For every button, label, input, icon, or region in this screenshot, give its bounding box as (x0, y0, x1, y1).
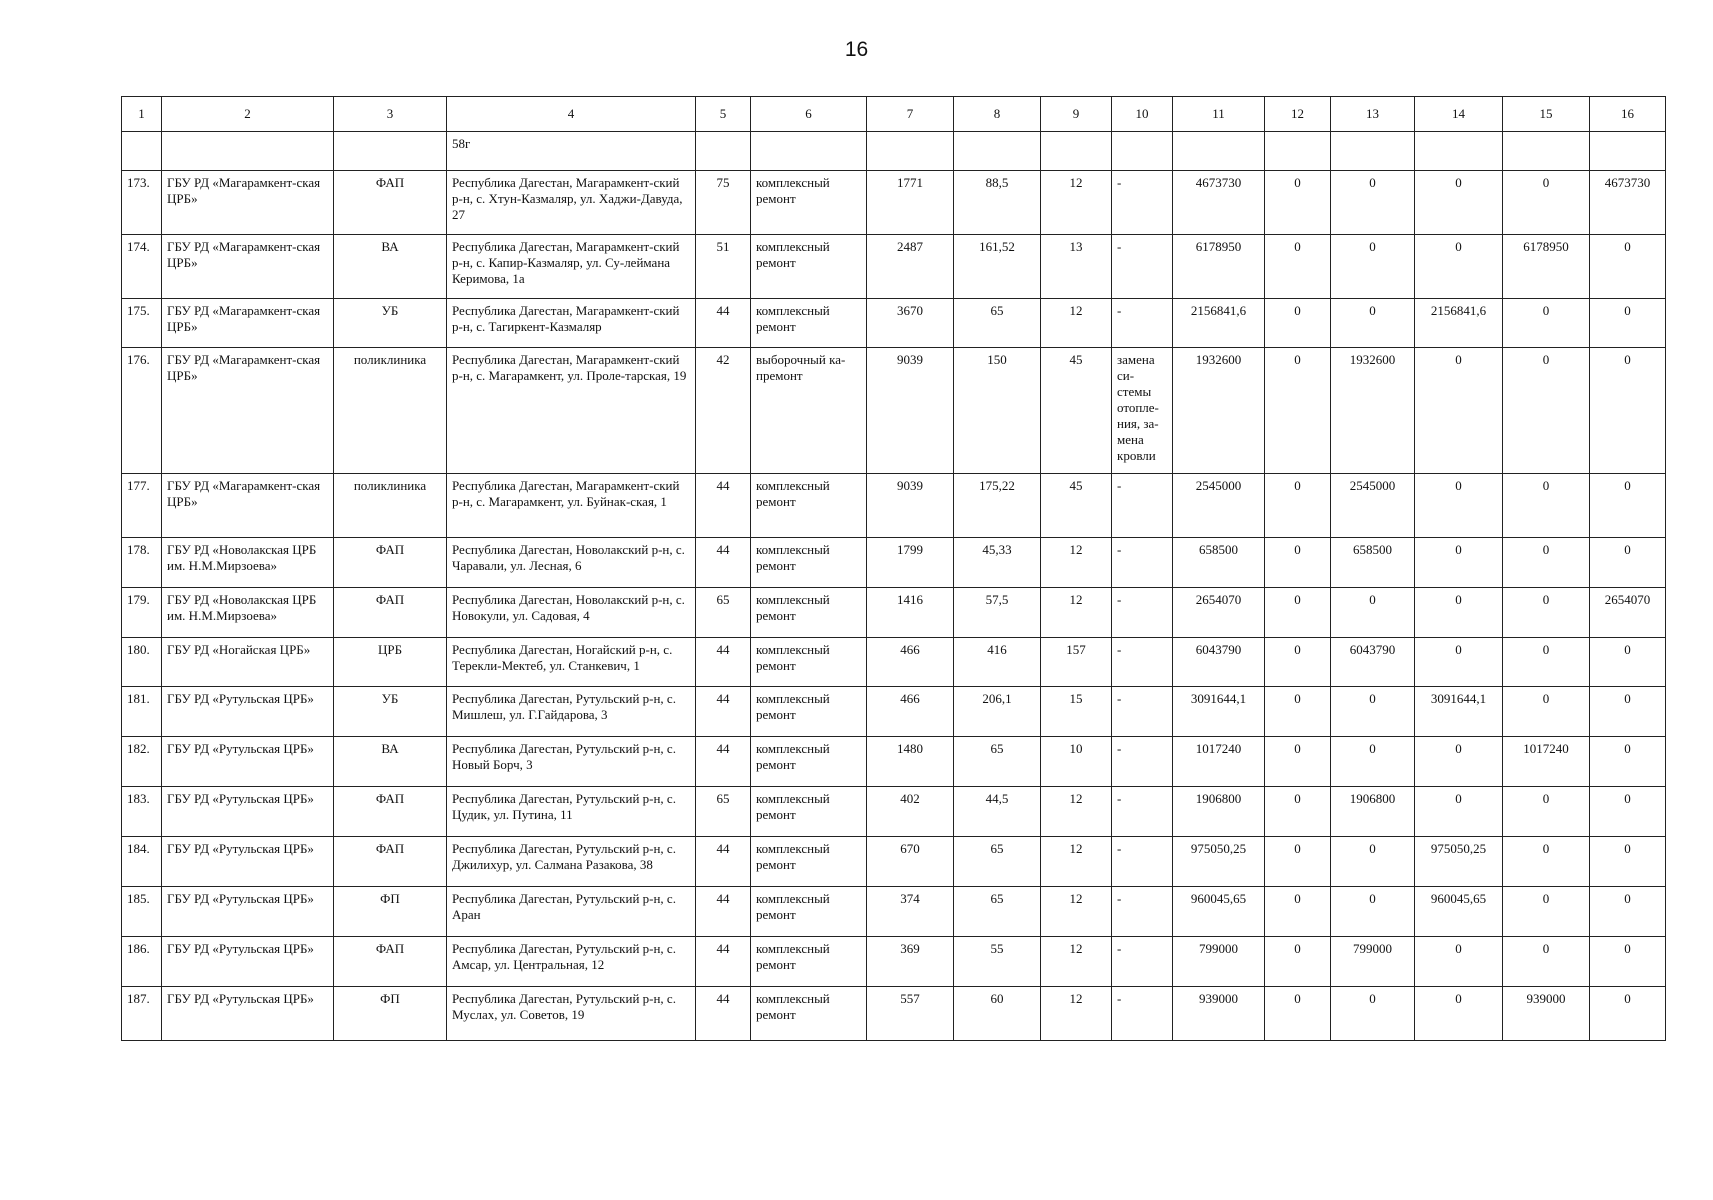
cell-cell: 12 (1041, 538, 1112, 588)
cell-cell: 0 (1265, 737, 1331, 787)
cell-cell: 0 (1265, 837, 1331, 887)
table-row (122, 348, 1666, 474)
note-cell: - (1112, 887, 1173, 937)
work-type-cell: комплексный ремонт (751, 937, 867, 987)
organization-cell (162, 132, 334, 171)
note-cell: - (1112, 299, 1173, 348)
facility-type-cell: ФАП (334, 787, 447, 837)
cell-cell: 0 (1415, 538, 1503, 588)
row-number-cell: 179. (122, 588, 162, 638)
cell-cell: 44 (696, 987, 751, 1041)
row-number-cell: 175. (122, 299, 162, 348)
cell-cell: 0 (1265, 787, 1331, 837)
address-cell: Республика Дагестан, Магарамкент-ский р-н, с. Магарамкент, ул. Буйнак-ская, 1 (447, 474, 696, 538)
cell-cell: 0 (1503, 887, 1590, 937)
note-cell: - (1112, 837, 1173, 887)
cell-cell: 45 (1041, 348, 1112, 474)
cell-cell: 0 (1265, 171, 1331, 235)
cell-cell: 0 (1503, 538, 1590, 588)
column-header: 15 (1503, 97, 1590, 132)
column-header: 14 (1415, 97, 1503, 132)
cell-cell: 0 (1265, 887, 1331, 937)
cell-cell: 0 (1415, 638, 1503, 687)
row-number-cell: 178. (122, 538, 162, 588)
cell-cell: 0 (1590, 937, 1666, 987)
cell-cell: 0 (1590, 987, 1666, 1041)
table-row (122, 538, 1666, 588)
cell-cell: 44 (696, 687, 751, 737)
work-type-cell: комплексный ремонт (751, 235, 867, 299)
organization-cell: ГБУ РД «Магарамкент-ская ЦРБ» (162, 171, 334, 235)
cell-cell: 0 (1503, 299, 1590, 348)
cell-cell: 13 (1041, 235, 1112, 299)
cell-cell: 0 (1503, 588, 1590, 638)
column-header: 3 (334, 97, 447, 132)
total-cost-cell: 1906800 (1173, 787, 1265, 837)
note-cell: замена си-стемы отопле-ния, за-мена кровли (1112, 348, 1173, 474)
cell-cell: 0 (1503, 937, 1590, 987)
total-cost-cell: 4673730 (1173, 171, 1265, 235)
cell-cell (1590, 132, 1666, 171)
column-header: 6 (751, 97, 867, 132)
column-header: 12 (1265, 97, 1331, 132)
cell-cell: 6178950 (1503, 235, 1590, 299)
cell-cell: 416 (954, 638, 1041, 687)
cell-cell: 960045,65 (1415, 887, 1503, 937)
cell-cell: 466 (867, 638, 954, 687)
cell-cell: 1480 (867, 737, 954, 787)
cell-cell: 2545000 (1331, 474, 1415, 538)
row-number-cell (122, 132, 162, 171)
table-row (122, 588, 1666, 638)
note-cell: - (1112, 737, 1173, 787)
cell-cell: 1906800 (1331, 787, 1415, 837)
total-cost-cell: 6178950 (1173, 235, 1265, 299)
note-cell: - (1112, 937, 1173, 987)
organization-cell: ГБУ РД «Рутульская ЦРБ» (162, 937, 334, 987)
row-number-cell: 184. (122, 837, 162, 887)
cell-cell: 44 (696, 538, 751, 588)
note-cell: - (1112, 171, 1173, 235)
cell-cell: 65 (954, 887, 1041, 937)
cell-cell: 44 (696, 837, 751, 887)
cell-cell: 0 (1590, 348, 1666, 474)
address-cell: Республика Дагестан, Рутульский р-н, с. Амсар, ул. Центральная, 12 (447, 937, 696, 987)
column-header: 11 (1173, 97, 1265, 132)
work-type-cell: выборочный ка-премонт (751, 348, 867, 474)
cell-cell: 0 (1331, 171, 1415, 235)
total-cost-cell: 2654070 (1173, 588, 1265, 638)
address-cell: Республика Дагестан, Новолакский р-н, с. Чаравали, ул. Лесная, 6 (447, 538, 696, 588)
cell-cell: 0 (1331, 588, 1415, 638)
cell-cell: 0 (1415, 937, 1503, 987)
cell-cell: 0 (1265, 638, 1331, 687)
cell-cell: 65 (696, 787, 751, 837)
cell-cell: 0 (1415, 987, 1503, 1041)
cell-cell: 51 (696, 235, 751, 299)
cell-cell: 658500 (1331, 538, 1415, 588)
column-header: 1 (122, 97, 162, 132)
work-type-cell: комплексный ремонт (751, 588, 867, 638)
cell-cell: 0 (1503, 837, 1590, 887)
row-number-cell: 180. (122, 638, 162, 687)
address-cell: Республика Дагестан, Магарамкент-ский р-н, с. Капир-Казмаляр, ул. Су-леймана Керимова, 1а (447, 235, 696, 299)
row-number-cell: 176. (122, 348, 162, 474)
facility-type-cell: УБ (334, 299, 447, 348)
facility-type-cell: ФП (334, 987, 447, 1041)
cell-cell: 44 (696, 887, 751, 937)
note-cell: - (1112, 638, 1173, 687)
cell-cell: 6043790 (1331, 638, 1415, 687)
cell-cell: 0 (1265, 588, 1331, 638)
row-number-cell: 174. (122, 235, 162, 299)
cell-cell: 0 (1331, 737, 1415, 787)
cell-cell (1265, 132, 1331, 171)
cell-cell: 466 (867, 687, 954, 737)
cell-cell (1503, 132, 1590, 171)
note-cell: - (1112, 474, 1173, 538)
facility-type-cell: ФАП (334, 538, 447, 588)
total-cost-cell: 2156841,6 (1173, 299, 1265, 348)
cell-cell: 60 (954, 987, 1041, 1041)
cell-cell: 1932600 (1331, 348, 1415, 474)
note-cell: - (1112, 787, 1173, 837)
table-row (122, 474, 1666, 538)
facility-type-cell: ЦРБ (334, 638, 447, 687)
cell-cell: 12 (1041, 588, 1112, 638)
note-cell (1112, 132, 1173, 171)
cell-cell: 0 (1590, 474, 1666, 538)
cell-cell: 1017240 (1503, 737, 1590, 787)
cell-cell: 0 (1590, 638, 1666, 687)
cell-cell: 0 (1265, 538, 1331, 588)
address-cell: Республика Дагестан, Рутульский р-н, с. Аран (447, 887, 696, 937)
cell-cell (696, 132, 751, 171)
data-table (121, 96, 1666, 1041)
note-cell: - (1112, 588, 1173, 638)
note-cell: - (1112, 687, 1173, 737)
cell-cell: 15 (1041, 687, 1112, 737)
cell-cell: 12 (1041, 987, 1112, 1041)
work-type-cell: комплексный ремонт (751, 474, 867, 538)
cell-cell: 402 (867, 787, 954, 837)
cell-cell: 0 (1265, 474, 1331, 538)
cell-cell: 0 (1590, 538, 1666, 588)
organization-cell: ГБУ РД «Рутульская ЦРБ» (162, 687, 334, 737)
column-header: 8 (954, 97, 1041, 132)
column-header: 7 (867, 97, 954, 132)
organization-cell: ГБУ РД «Магарамкент-ская ЦРБ» (162, 348, 334, 474)
cell-cell: 12 (1041, 171, 1112, 235)
cell-cell (1415, 132, 1503, 171)
cell-cell: 0 (1265, 235, 1331, 299)
work-type-cell: комплексный ремонт (751, 299, 867, 348)
cell-cell: 12 (1041, 937, 1112, 987)
cell-cell: 0 (1265, 348, 1331, 474)
cell-cell: 175,22 (954, 474, 1041, 538)
column-header: 4 (447, 97, 696, 132)
cell-cell: 161,52 (954, 235, 1041, 299)
total-cost-cell: 939000 (1173, 987, 1265, 1041)
cell-cell: 0 (1331, 987, 1415, 1041)
cell-cell: 206,1 (954, 687, 1041, 737)
cell-cell: 65 (696, 588, 751, 638)
cell-cell (1041, 132, 1112, 171)
row-number-cell: 183. (122, 787, 162, 837)
work-type-cell: комплексный ремонт (751, 737, 867, 787)
cell-cell: 0 (1503, 787, 1590, 837)
cell-cell: 799000 (1331, 937, 1415, 987)
facility-type-cell: ФАП (334, 171, 447, 235)
row-number-cell: 182. (122, 737, 162, 787)
organization-cell: ГБУ РД «Магарамкент-ская ЦРБ» (162, 235, 334, 299)
work-type-cell: комплексный ремонт (751, 987, 867, 1041)
cell-cell: 0 (1265, 299, 1331, 348)
address-cell: Республика Дагестан, Ногайский р-н, с. Терекли-Мектеб, ул. Станкевич, 1 (447, 638, 696, 687)
work-type-cell: комплексный ремонт (751, 837, 867, 887)
cell-cell: 44 (696, 937, 751, 987)
cell-cell: 374 (867, 887, 954, 937)
row-number-cell: 177. (122, 474, 162, 538)
cell-cell: 150 (954, 348, 1041, 474)
cell-cell: 0 (1503, 348, 1590, 474)
total-cost-cell: 1017240 (1173, 737, 1265, 787)
table-row (122, 787, 1666, 837)
row-number-cell: 187. (122, 987, 162, 1041)
note-cell: - (1112, 538, 1173, 588)
address-cell: Республика Дагестан, Рутульский р-н, с. Новый Борч, 3 (447, 737, 696, 787)
cell-cell (954, 132, 1041, 171)
cell-cell: 0 (1503, 171, 1590, 235)
cell-cell: 88,5 (954, 171, 1041, 235)
address-cell: Республика Дагестан, Рутульский р-н, с. Цудик, ул. Путина, 11 (447, 787, 696, 837)
organization-cell: ГБУ РД «Магарамкент-ская ЦРБ» (162, 299, 334, 348)
cell-cell: 75 (696, 171, 751, 235)
cell-cell: 2654070 (1590, 588, 1666, 638)
total-cost-cell: 658500 (1173, 538, 1265, 588)
cell-cell: 0 (1415, 235, 1503, 299)
address-cell: Республика Дагестан, Магарамкент-ский р-н, с. Хтун-Казмаляр, ул. Хаджи-Давуда, 27 (447, 171, 696, 235)
total-cost-cell: 960045,65 (1173, 887, 1265, 937)
facility-type-cell (334, 132, 447, 171)
address-cell: Республика Дагестан, Магарамкент-ский р-н, с. Тагиркент-Казмаляр (447, 299, 696, 348)
cell-cell: 3670 (867, 299, 954, 348)
cell-cell: 0 (1265, 937, 1331, 987)
table-row (122, 171, 1666, 235)
cell-cell: 975050,25 (1415, 837, 1503, 887)
total-cost-cell: 6043790 (1173, 638, 1265, 687)
cell-cell: 557 (867, 987, 954, 1041)
cell-cell: 0 (1590, 235, 1666, 299)
cell-cell: 0 (1415, 171, 1503, 235)
cell-cell: 0 (1590, 837, 1666, 887)
organization-cell: ГБУ РД «Новолакская ЦРБ им. Н.М.Мирзоева» (162, 588, 334, 638)
cell-cell: 1416 (867, 588, 954, 638)
cell-cell: 12 (1041, 787, 1112, 837)
cell-cell: 1771 (867, 171, 954, 235)
address-cell: Республика Дагестан, Рутульский р-н, с. Мишлеш, ул. Г.Гайдарова, 3 (447, 687, 696, 737)
row-number-cell: 185. (122, 887, 162, 937)
cell-cell: 44 (696, 737, 751, 787)
organization-cell: ГБУ РД «Рутульская ЦРБ» (162, 737, 334, 787)
cell-cell: 2156841,6 (1415, 299, 1503, 348)
table-row (122, 987, 1666, 1041)
cell-cell: 670 (867, 837, 954, 887)
table-row (122, 132, 1666, 171)
total-cost-cell (1173, 132, 1265, 171)
facility-type-cell: ВА (334, 235, 447, 299)
cell-cell: 0 (1415, 588, 1503, 638)
cell-cell: 57,5 (954, 588, 1041, 638)
table-row (122, 638, 1666, 687)
table-row (122, 299, 1666, 348)
cell-cell: 0 (1265, 687, 1331, 737)
cell-cell: 0 (1503, 474, 1590, 538)
total-cost-cell: 1932600 (1173, 348, 1265, 474)
note-cell: - (1112, 235, 1173, 299)
address-cell: Республика Дагестан, Магарамкент-ский р-н, с. Магарамкент, ул. Проле-тарская, 19 (447, 348, 696, 474)
row-number-cell: 181. (122, 687, 162, 737)
cell-cell: 44 (696, 474, 751, 538)
cell-cell: 0 (1503, 638, 1590, 687)
total-cost-cell: 975050,25 (1173, 837, 1265, 887)
total-cost-cell: 799000 (1173, 937, 1265, 987)
work-type-cell (751, 132, 867, 171)
work-type-cell: комплексный ремонт (751, 638, 867, 687)
table-body (122, 132, 1666, 1041)
cell-cell: 42 (696, 348, 751, 474)
organization-cell: ГБУ РД «Новолакская ЦРБ им. Н.М.Мирзоева» (162, 538, 334, 588)
column-header: 5 (696, 97, 751, 132)
page-number: 16 (844, 38, 869, 61)
table-row (122, 887, 1666, 937)
cell-cell: 0 (1590, 687, 1666, 737)
facility-type-cell: ФАП (334, 588, 447, 638)
cell-cell: 0 (1415, 737, 1503, 787)
organization-cell: ГБУ РД «Рутульская ЦРБ» (162, 887, 334, 937)
address-cell: Республика Дагестан, Рутульский р-н, с. Джилихур, ул. Салмана Разакова, 38 (447, 837, 696, 887)
row-number-cell: 186. (122, 937, 162, 987)
cell-cell: 0 (1503, 687, 1590, 737)
cell-cell (1331, 132, 1415, 171)
note-cell: - (1112, 987, 1173, 1041)
cell-cell: 9039 (867, 348, 954, 474)
work-type-cell: комплексный ремонт (751, 787, 867, 837)
organization-cell: ГБУ РД «Рутульская ЦРБ» (162, 837, 334, 887)
cell-cell: 44 (696, 299, 751, 348)
cell-cell: 0 (1415, 787, 1503, 837)
facility-type-cell: ФАП (334, 837, 447, 887)
cell-cell: 369 (867, 937, 954, 987)
cell-cell: 44 (696, 638, 751, 687)
column-header: 16 (1590, 97, 1666, 132)
cell-cell: 2487 (867, 235, 954, 299)
cell-cell: 0 (1331, 687, 1415, 737)
cell-cell: 0 (1415, 474, 1503, 538)
cell-cell: 157 (1041, 638, 1112, 687)
work-type-cell: комплексный ремонт (751, 538, 867, 588)
cell-cell: 939000 (1503, 987, 1590, 1041)
header-row (122, 97, 1666, 132)
work-type-cell: комплексный ремонт (751, 171, 867, 235)
facility-type-cell: поликлиника (334, 348, 447, 474)
total-cost-cell: 2545000 (1173, 474, 1265, 538)
column-header: 2 (162, 97, 334, 132)
cell-cell: 0 (1590, 787, 1666, 837)
table-row (122, 235, 1666, 299)
column-header: 13 (1331, 97, 1415, 132)
address-cell: 58г (447, 132, 696, 171)
table-row (122, 687, 1666, 737)
cell-cell: 9039 (867, 474, 954, 538)
row-number-cell: 173. (122, 171, 162, 235)
total-cost-cell: 3091644,1 (1173, 687, 1265, 737)
address-cell: Республика Дагестан, Новолакский р-н, с. Новокули, ул. Садовая, 4 (447, 588, 696, 638)
cell-cell: 0 (1590, 737, 1666, 787)
cell-cell: 55 (954, 937, 1041, 987)
cell-cell: 0 (1331, 299, 1415, 348)
cell-cell: 0 (1265, 987, 1331, 1041)
cell-cell: 65 (954, 299, 1041, 348)
facility-type-cell: поликлиника (334, 474, 447, 538)
facility-type-cell: ВА (334, 737, 447, 787)
cell-cell: 0 (1415, 348, 1503, 474)
cell-cell: 3091644,1 (1415, 687, 1503, 737)
facility-type-cell: ФП (334, 887, 447, 937)
cell-cell: 45,33 (954, 538, 1041, 588)
cell-cell: 0 (1590, 299, 1666, 348)
work-type-cell: комплексный ремонт (751, 687, 867, 737)
table-row (122, 737, 1666, 787)
cell-cell: 65 (954, 837, 1041, 887)
cell-cell: 12 (1041, 887, 1112, 937)
cell-cell: 4673730 (1590, 171, 1666, 235)
cell-cell: 1799 (867, 538, 954, 588)
cell-cell: 45 (1041, 474, 1112, 538)
cell-cell: 12 (1041, 837, 1112, 887)
table-row (122, 837, 1666, 887)
organization-cell: ГБУ РД «Рутульская ЦРБ» (162, 987, 334, 1041)
cell-cell: 65 (954, 737, 1041, 787)
cell-cell: 0 (1331, 887, 1415, 937)
column-header: 9 (1041, 97, 1112, 132)
table-row (122, 937, 1666, 987)
cell-cell (867, 132, 954, 171)
organization-cell: ГБУ РД «Рутульская ЦРБ» (162, 787, 334, 837)
address-cell: Республика Дагестан, Рутульский р-н, с. Муслах, ул. Советов, 19 (447, 987, 696, 1041)
facility-type-cell: УБ (334, 687, 447, 737)
cell-cell: 12 (1041, 299, 1112, 348)
work-type-cell: комплексный ремонт (751, 887, 867, 937)
cell-cell: 10 (1041, 737, 1112, 787)
cell-cell: 44,5 (954, 787, 1041, 837)
cell-cell: 0 (1331, 235, 1415, 299)
cell-cell: 0 (1590, 887, 1666, 937)
organization-cell: ГБУ РД «Магарамкент-ская ЦРБ» (162, 474, 334, 538)
column-header: 10 (1112, 97, 1173, 132)
organization-cell: ГБУ РД «Ногайская ЦРБ» (162, 638, 334, 687)
cell-cell: 0 (1331, 837, 1415, 887)
facility-type-cell: ФАП (334, 937, 447, 987)
